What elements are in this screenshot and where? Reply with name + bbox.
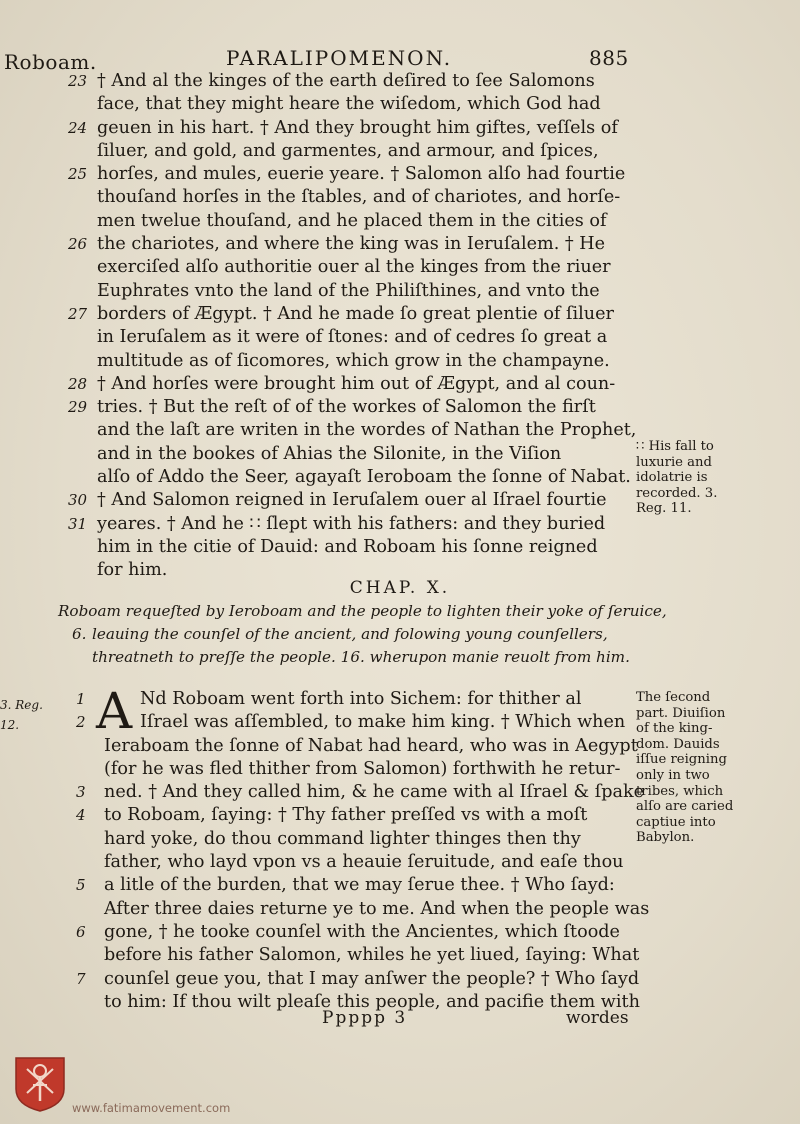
chapter-text-line <box>0 921 640 944</box>
chapter-text-line <box>0 851 640 874</box>
page-number: 885 <box>589 46 629 70</box>
margin-note-line: tribes, which <box>636 783 724 799</box>
line-text: the chariotes, and where the king was in Ieruſalem. † He <box>97 234 606 255</box>
margin-note-line: 3. Reg. <box>0 698 43 712</box>
chapter-text-line <box>0 874 640 897</box>
line-text: father, who layd vpon vs a heauie ſeruitude, and eaſe thou <box>104 852 624 873</box>
chapter-text-line <box>0 968 640 991</box>
margin-note-line: alſo are caried <box>636 799 734 815</box>
chapter-text-line <box>0 898 650 921</box>
watermark-url[interactable]: www.fatimamovement.com <box>72 1101 231 1115</box>
margin-note-line: iſſue reigning <box>636 752 727 768</box>
chapter-text-line <box>0 711 640 734</box>
line-text: in Ieruſalem as it were of ſtones: and of cedres ſo great a <box>97 327 608 348</box>
verse-number: 26 <box>68 235 88 254</box>
verse-number: 4 <box>76 806 86 825</box>
chapter-text-line <box>0 758 640 781</box>
chapter-summary <box>0 600 667 669</box>
line-text: and the laſt are writen in the wordes of Nathan the Prophet, <box>97 420 637 441</box>
verse-number: 3 <box>76 783 86 802</box>
margin-note-line: only in two <box>636 767 710 783</box>
chapter-text-line <box>0 804 640 827</box>
margin-note-line: Reg. 11. <box>636 501 692 517</box>
line-text: to him: If thou wilt pleaſe this people, and pacifie them with <box>104 991 640 1012</box>
margin-note-line: captiue into <box>636 814 716 830</box>
chapter-text-line <box>0 781 645 804</box>
chapter-text-line <box>0 944 640 967</box>
main-text-line <box>0 303 640 326</box>
margin-note-line: 12. <box>0 718 20 732</box>
line-text: multitude as of ſicomores, which grow in the champayne. <box>97 350 610 371</box>
line-text: geuen in his hart. † And they brought him giftes, veſſels of <box>97 117 618 138</box>
line-text: and in the bookes of Ahias the Silonite, in the Viſion <box>97 443 562 464</box>
margin-note-line: of the king- <box>636 721 713 737</box>
line-text: before his father Salomon, whiles he yet liued, ſaying: What <box>104 945 640 966</box>
margin-note-line: ∷ His fall to <box>636 439 714 454</box>
line-text: for him. <box>97 560 168 581</box>
line-text: (for he was fled thither from Salomon) forthwith he retur- <box>104 758 621 779</box>
summary-text: Roboam requeſted by Ieroboam and the people to lighten their yoke of ſeruice, <box>58 602 667 620</box>
running-head-left: Roboam. <box>4 50 97 74</box>
catchword: wordes <box>566 1008 629 1028</box>
verse-number: 5 <box>76 876 86 895</box>
line-text: Nd Roboam went forth into Sichem: for thither al <box>140 689 582 709</box>
summary-text: threatneth to preſſe the people. 16. wherupon manie reuolt from him. <box>92 648 630 666</box>
verse-number: 28 <box>68 374 88 393</box>
chapter-text-line <box>0 688 640 711</box>
main-text-line <box>0 489 640 512</box>
verse-number: 27 <box>68 304 88 323</box>
chapter-text-line <box>0 735 640 758</box>
main-text-line <box>0 443 640 466</box>
main-text-line <box>0 280 640 303</box>
verse-number: 1 <box>76 690 86 708</box>
verse-number: 6 <box>76 922 86 941</box>
margin-note-line: The ſecond <box>636 690 711 705</box>
line-text: counſel geue you, that I may anſwer the people? † Who ſayd <box>104 968 640 989</box>
main-text-line <box>0 373 640 396</box>
line-text: yeares. † And he ∷ ſlept with his fathers: and they buried <box>97 513 606 534</box>
summary-verse-number: 6. <box>72 625 87 643</box>
verse-number: 31 <box>68 514 88 533</box>
page-footer <box>0 1008 640 1032</box>
line-text: him in the citie of Dauid: and Roboam his ſonne reigned <box>97 536 598 557</box>
line-text: ſiluer, and gold, and garmentes, and armour, and ſpices, <box>97 140 599 161</box>
verse-number: 23 <box>68 72 88 90</box>
signature-mark: Ppppp 3 <box>322 1008 408 1028</box>
main-text-line <box>0 513 640 536</box>
main-text-line <box>0 326 640 349</box>
verse-number: 24 <box>68 118 88 137</box>
chapter-text-line <box>0 828 640 851</box>
papal-seal-logo-icon <box>13 1055 67 1113</box>
main-text-line <box>0 186 640 209</box>
summary-line <box>0 646 640 669</box>
line-text: a litle of the burden, that we may ſerue thee. † Who ſayd: <box>104 875 615 896</box>
main-text-line <box>0 396 640 419</box>
main-text-line <box>0 536 640 559</box>
main-text-line <box>0 70 640 93</box>
line-text: tries. † But the reſt of of the workes of Salomon the firſt <box>97 397 596 418</box>
margin-note-line: dom. Dauids <box>636 736 720 752</box>
margin-note-line: luxurie and <box>636 454 712 470</box>
margin-note-line: part. Diuiſion <box>636 705 726 721</box>
line-text: Euphrates vnto the land of the Philiſthines, and vnto the <box>97 280 600 301</box>
main-text-line <box>0 140 640 163</box>
verse-number: 2 <box>76 713 86 732</box>
verse-number: 29 <box>68 398 88 417</box>
main-text-line <box>0 419 640 442</box>
line-text: Iſrael was aſſembled, to make him king. † Which when <box>140 712 626 733</box>
main-text-line <box>0 210 640 233</box>
main-text-line <box>0 117 640 140</box>
chapter-text-block <box>0 682 650 1014</box>
margin-note-line: recorded. 3. <box>636 485 718 501</box>
line-text: hard yoke, do thou command lighter thinges then thy <box>104 828 581 849</box>
main-text-line <box>0 163 640 186</box>
line-text: Ieraboam the ſonne of Nabat had heard, who was in Aegypt <box>104 735 638 756</box>
main-text-line <box>0 350 640 373</box>
line-text: face, that they might heare the wiſedom, which God had <box>97 94 601 115</box>
running-head-title: PARALIPOMENON. <box>226 46 453 70</box>
line-text: alſo of Addo the Seer, agayaſt Ieroboam the ſonne of Nabat. <box>97 467 631 488</box>
main-text-line <box>0 256 640 279</box>
line-text: † And Salomon reigned in Ieruſalem ouer al Iſrael fourtie <box>97 490 607 511</box>
verse-number: 7 <box>76 969 86 988</box>
main-text-line <box>0 466 640 489</box>
main-text-line <box>0 233 640 256</box>
line-text: † And al the kinges of the earth deſired to ſee Salomons <box>97 71 595 91</box>
line-text: ned. † And they called him, & he came with al Iſrael & ſpake <box>104 782 645 803</box>
margin-note-line: Babylon. <box>636 830 695 846</box>
line-text: † And horſes were brought him out of Ægypt, and al coun- <box>97 373 616 394</box>
line-text: horſes, and mules, euerie yeare. † Salomon alſo had fourtie <box>97 164 626 185</box>
main-text-line <box>0 93 640 116</box>
margin-note-line: idolatrie is <box>636 470 708 486</box>
verse-number: 25 <box>68 165 88 184</box>
line-text: After three daies returne ye to me. And when the people was <box>104 898 650 919</box>
line-text: to Roboam, ſaying: † Thy father preſſed vs with a moſt <box>104 805 588 826</box>
chapter-heading: CHAP. X. <box>349 578 451 598</box>
summary-line <box>0 600 667 623</box>
line-text: gone, † he tooke counſel with the Ancientes, which ſtoode <box>104 921 620 942</box>
summary-line <box>0 623 640 646</box>
verse-number: 30 <box>68 491 88 510</box>
line-text: borders of Ægypt. † And he made ſo great plentie of ſiluer <box>97 303 614 324</box>
main-text-block <box>0 70 640 583</box>
summary-text: leauing the counſel of the ancient, and folowing young counſellers, <box>92 625 608 643</box>
line-text: thouſand horſes in the ſtables, and of chariotes, and horſe- <box>97 187 621 208</box>
drop-cap: A <box>96 682 133 740</box>
line-text: men twelue thouſand, and he placed them in the cities of <box>97 210 607 231</box>
margin-note-fall-of-salomon <box>636 439 796 517</box>
line-text: exerciſed alſo authoritie ouer al the kinges from the riuer <box>97 257 611 278</box>
margin-note-second-part <box>636 690 796 846</box>
